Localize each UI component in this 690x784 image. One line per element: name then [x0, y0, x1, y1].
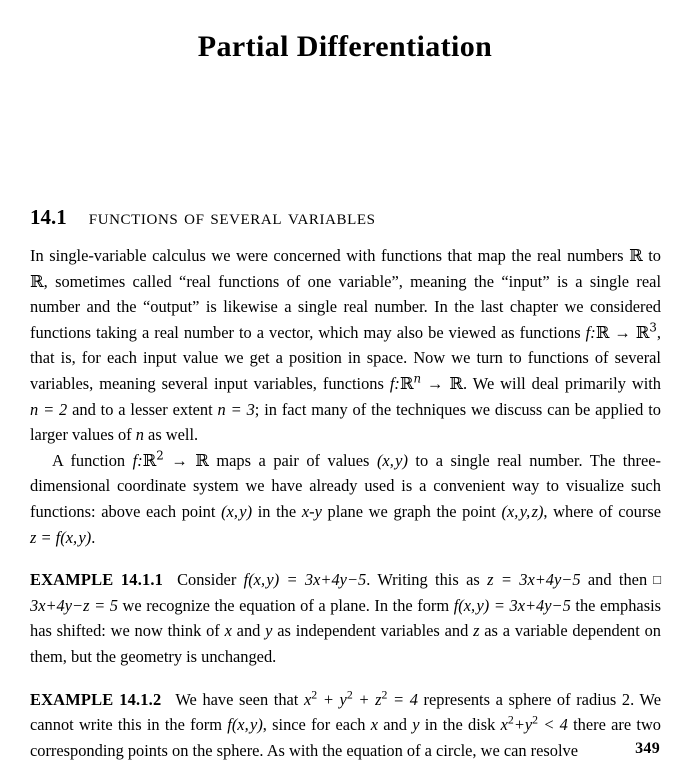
example-label: EXAMPLE 14.1.1 [30, 570, 164, 590]
math-y: y [265, 621, 273, 641]
paragraph-function-r2: A function f:ℝ$^2$ → ℝ maps a pair of values (x, y) to a single real number. The three-dimensional coordinate system we have already used is a convenient way to visualize such functions: above each point (x, y) in the x-y plane we graph the point (x, y, z), where of course z = f(x, y). [30, 448, 662, 547]
math-reals: ℝ [629, 246, 643, 265]
math-function-r2-to-r: f:ℝ$^2$ → ℝ [132, 448, 209, 470]
end-of-example-marker: □ [653, 572, 661, 588]
math-n: n [135, 425, 144, 445]
math-xy-plane: x-y [301, 501, 322, 521]
math-y: y [412, 715, 420, 735]
math-x: x [370, 715, 379, 735]
math-function-r-to-r3: f:ℝ → ℝ$^3$ [585, 320, 657, 342]
math-z: z [473, 621, 480, 641]
math-fxy: f(x, y) [227, 715, 263, 735]
math-x: x [224, 621, 232, 641]
math-z-equals-fxy: z = f(x, y) [30, 527, 92, 547]
math-n-equals-2: n = 2 [30, 399, 68, 419]
section-number: 14.1 [30, 205, 67, 229]
math-function-rn-to-r: f:ℝ$^n$ → ℝ [389, 371, 464, 393]
math-n-equals-3: n = 3 [217, 399, 255, 419]
section-heading [30, 204, 660, 230]
page-number: 349 [635, 740, 660, 757]
math-triple-xyz: (x, y, z) [501, 501, 544, 521]
example-14-1-2: EXAMPLE 14.1.2 We have seen that $x^2 + y^2 + z^2 = 4$ represents a sphere of radius 2. We cannot write this in the form f(x, y), since for each x and y in the disk $x^2+y^2 < 4$ there are two corresponding points on the sphere. As with the equation of a circle, we can resolve [30, 687, 661, 760]
math-f-definition: f(x, y) = 3x+4y−5 [243, 570, 367, 590]
math-sphere-equation: $x^2 + y^2 + z^2 = 4$ [304, 687, 418, 709]
math-pair-xy: (x, y) [376, 450, 408, 470]
paragraph-intro: In single-variable calculus we were concerned with functions that map the real numbers ℝ to ℝ, sometimes called “real functions of one variable”, meaning the “input” is a single real number and the “output” is likewise a single real number. In the last chapter we considered functions taking a real number to a vector, which may also be viewed as functions f:ℝ → ℝ$^3$, that is, for each input value we get a position in space. Now we turn to functions of several variables, meaning several input variables, functions f:ℝ$^n$ → ℝ. We will deal primarily with n = 2 and to a lesser extent n = 3; in fact many of the techniques we discuss can be applied to larger values of n as well. [30, 246, 662, 445]
math-disk-inequality: $x^2+y^2 < 4$ [500, 712, 568, 735]
math-z-equals-plane: z = 3x+4y−5 [487, 570, 581, 590]
math-plane-equation: 3x+4y−z = 5 [30, 595, 118, 615]
math-reals: ℝ [30, 271, 44, 291]
math-pair-xy: (x, y) [221, 501, 253, 521]
chapter-title: Partial Differentiation [197, 30, 493, 64]
example-14-1-1: □ EXAMPLE 14.1.1 Consider f(x, y) = 3x+4y−5. Writing this as z = 3x+4y−5 and then 3x+4y−z = 5 we recognize the equation of a plane. In the form f(x, y) = 3x+4y−5 the emphasis has shifted: we now think of x and y as independent variables and z as a variable dependent on them, but the geometry is unchanged. [30, 567, 661, 669]
section-title: functions of several variables [88, 205, 376, 229]
math-f-definition: f(x, y) = 3x+4y−5 [453, 595, 571, 615]
example-label: EXAMPLE 14.1.2 [30, 689, 162, 709]
body-text-block [30, 243, 661, 763]
